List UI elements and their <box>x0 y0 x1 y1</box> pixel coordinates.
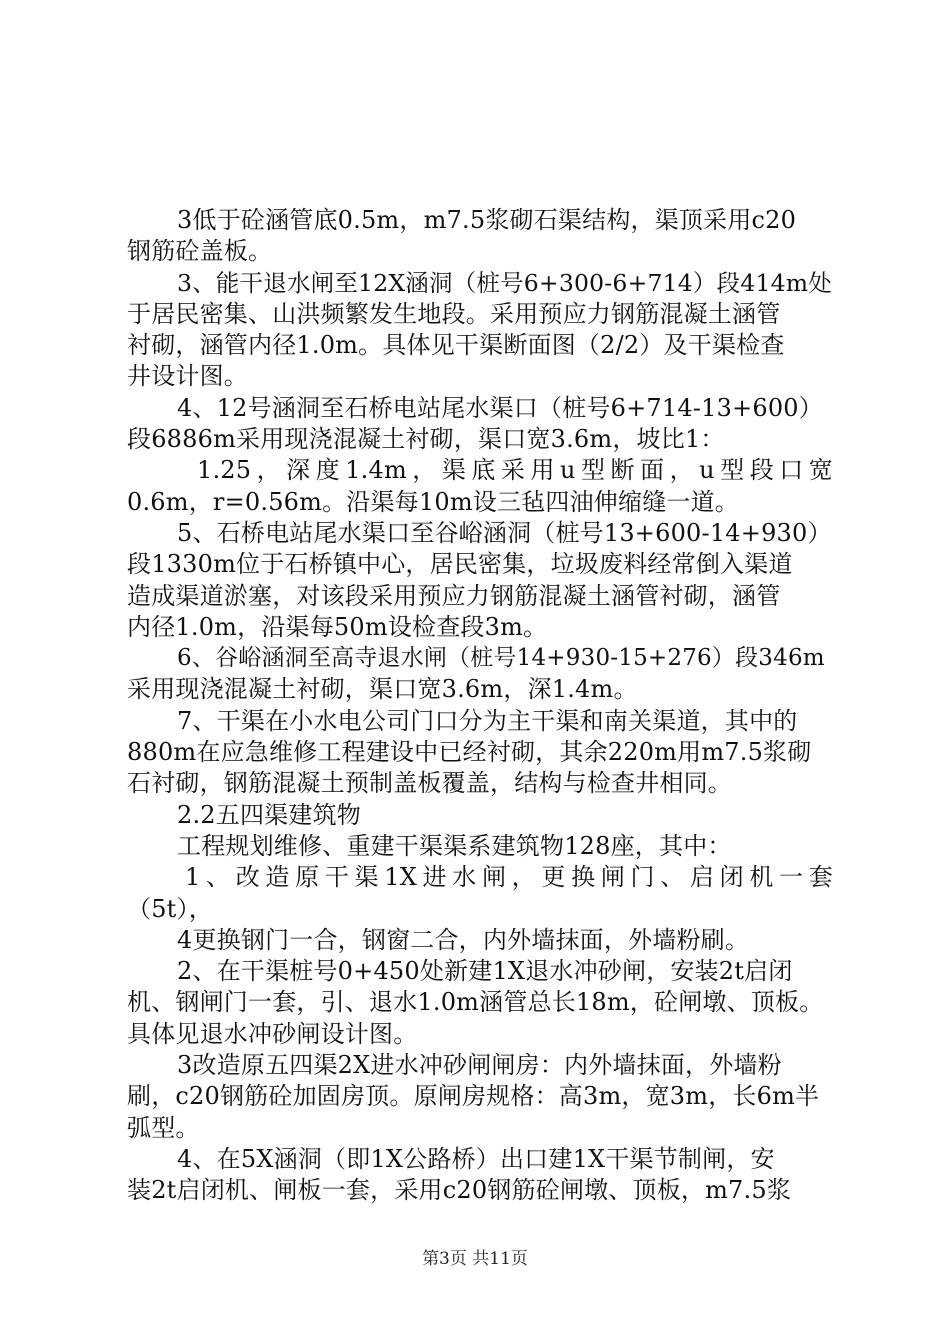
text-line: 3、能干退水闸至12X涵洞（桩号6+300-6+714）段414m处 <box>177 268 832 297</box>
text-line: 采用现浇混凝土衬砌，渠口宽3.6m，深1.4m。 <box>127 675 638 704</box>
text-line: 4、在5X涵洞（即1X公路桥）出口建1X干渠节制闸，安 <box>177 1144 775 1173</box>
text-line: 1.25，深度1.4m，渠底采用u型断面，u型段口宽 <box>197 456 833 485</box>
text-line: 2、在干渠桩号0+450处新建1X退水冲砂闸，安装2t启闭 <box>177 957 793 986</box>
text-line: 880m在应急维修工程建设中已经衬砌，其余220m用m7.5浆砌 <box>127 738 812 767</box>
text-line: 具体见退水冲砂闸设计图。 <box>127 1019 418 1048</box>
text-line: 5、石桥电站尾水渠口至谷峪涵洞（桩号13+600-14+930） <box>177 518 832 547</box>
page-number-footer: 第3页 共11页 <box>422 1249 528 1269</box>
text-line: 4、12号涵洞至石桥电站尾水渠口（桩号6+714-13+600） <box>177 393 823 422</box>
text-line: 0.6m，r=0.56m。沿渠每10m设三毡四油伸缩缝一道。 <box>127 487 739 516</box>
text-line: 石衬砌，钢筋混凝土预制盖板覆盖，结构与检查井相同。 <box>127 769 732 798</box>
text-line: （5t）， <box>127 894 213 923</box>
text-line: 工程规划维修、重建干渠渠系建筑物128座，其中： <box>177 831 732 860</box>
text-line: 弧型。 <box>127 1113 200 1142</box>
text-line: 6、谷峪涵洞至高寺退水闸（桩号14+930-15+276）段346m <box>177 645 825 672</box>
text-line: 造成渠道淤塞，对该段采用预应力钢筋混凝土涵管衬砌，涵管 <box>127 581 781 610</box>
text-line: 于居民密集、山洪频繁发生地段。采用预应力钢筋混凝土涵管 <box>127 299 781 328</box>
text-line: 段6886m采用现浇混凝土衬砌，渠口宽3.6m，坡比1： <box>127 425 725 454</box>
text-line: 1、改造原干渠1X进水闸，更换闸门、启闭机一套 <box>185 863 833 892</box>
text-line: 机、钢闸门一套，引、退水1.0m涵管总长18m，砼闸墩、顶板。 <box>127 988 824 1017</box>
text-line: 4更换钢门一合，钢窗二合，内外墙抹面，外墙粉刷。 <box>177 925 750 954</box>
text-line: 段1330m位于石桥镇中心，居民密集，垃圾废料经常倒入渠道 <box>127 550 793 579</box>
text-line: 井设计图。 <box>127 362 248 391</box>
text-line: 钢筋砼盖板。 <box>127 237 273 266</box>
section-heading: 2.2五四渠建筑物 <box>177 800 361 829</box>
document-body <box>127 205 833 1207</box>
text-line: 内径1.0m，沿渠每50m设检查段3m。 <box>127 612 548 641</box>
text-line: 刷，c20钢筋砼加固房顶。原闸房规格：高3m，宽3m，长6m半 <box>127 1082 820 1111</box>
text-line: 3低于砼涵管底0.5m，m7.5浆砌石渠结构，渠顶采用c20 <box>177 206 797 234</box>
text-line: 衬砌，涵管内径1.0m。具体见干渠断面图（2/2）及干渠检查 <box>127 331 785 360</box>
text-line: 3改造原五四渠2X进水冲砂闸闸房：内外墙抹面，外墙粉 <box>177 1051 782 1080</box>
text-line: 7、干渠在小水电公司门口分为主干渠和南关渠道，其中的 <box>177 706 798 735</box>
text-line: 装2t启闭机、闸板一套，采用c20钢筋砼闸墩、顶板，m7.5浆 <box>127 1176 792 1205</box>
